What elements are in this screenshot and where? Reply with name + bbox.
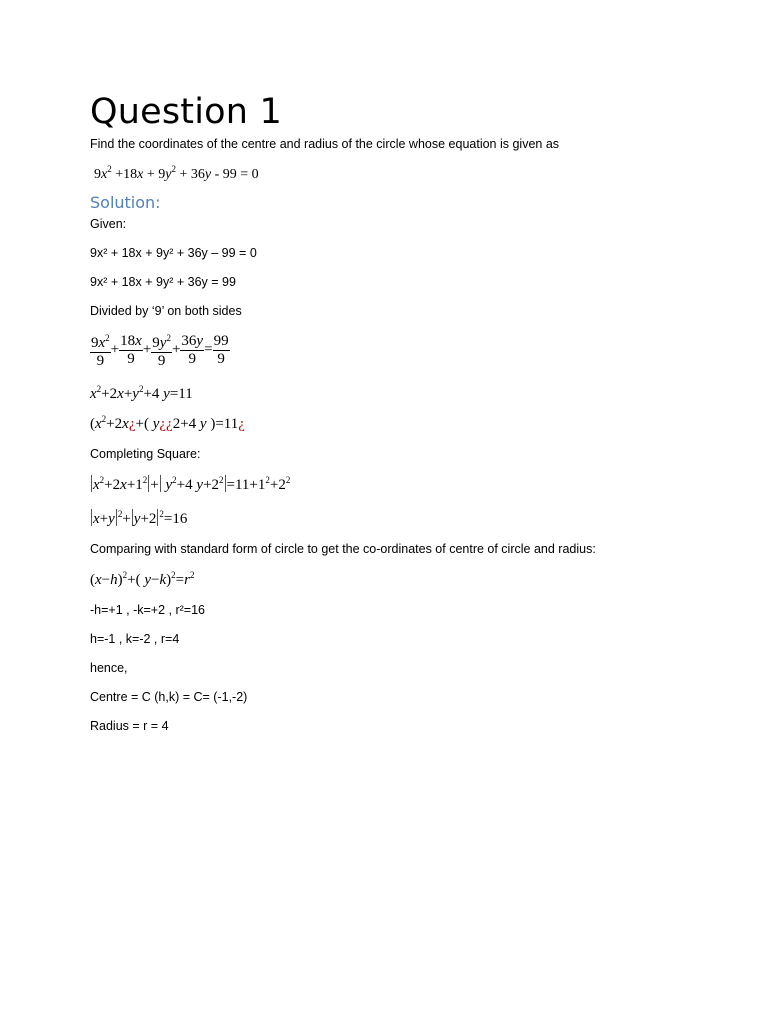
completed-square-equation: $x^2+2x+1^2 + y^2+4$ $y+2^2 =11+1^2+2^2$ (93, 475, 291, 493)
question-title: Question 1 (90, 92, 282, 132)
hence-label: hence, (90, 661, 128, 675)
comparing-note: Comparing with standard form of circle to get the co-ordinates of centre of circle and radius: (90, 542, 596, 556)
fraction-equation: $\frac{9x^2}{9}$ + $\frac{18x}{9}$ + $\frac{9y^2}{9}$ + $\frac{36y}{9}$ = $\frac{99}{9}$ (90, 330, 230, 370)
given-equation: $9x^2 +18x + 9y^2 + 36y - 99 = 0$ (94, 164, 259, 182)
values-line: -h=+1 , -k=+2 , r²=16 (90, 603, 205, 617)
grouped-equation: ($x^2+2x¿+$( y¿¿2+4 y )=11¿ (90, 414, 245, 432)
radius-result: Radius = r = 4 (90, 719, 169, 733)
step-1-equation: 9x² + 18x + 9y² + 36y – 99 = 0 (90, 246, 257, 260)
step-2-equation: 9x² + 18x + 9y² + 36y = 99 (90, 275, 236, 289)
divide-note: Divided by ‘9’ on both sides (90, 304, 242, 318)
completing-square-label: Completing Square: (90, 447, 201, 461)
question-prompt: Find the coordinates of the centre and radius of the circle whose equation is given as (90, 137, 560, 151)
standard-form-equation: $(x-h)^2+$( $y-k)^2=r^2$ (90, 570, 195, 588)
given-label: Given: (90, 217, 127, 231)
solution-heading: Solution: (90, 193, 161, 212)
squared-form-equation: x+y $^2$+ y+2 $^2$=16 (93, 509, 188, 527)
centre-result: Centre = C (h,k) = C= (-1,-2) (90, 690, 248, 704)
result-line: h=-1 , k=-2 , r=4 (90, 632, 180, 646)
simplified-equation: $x^2+2x+y^2+4$ y=11 (90, 384, 193, 402)
